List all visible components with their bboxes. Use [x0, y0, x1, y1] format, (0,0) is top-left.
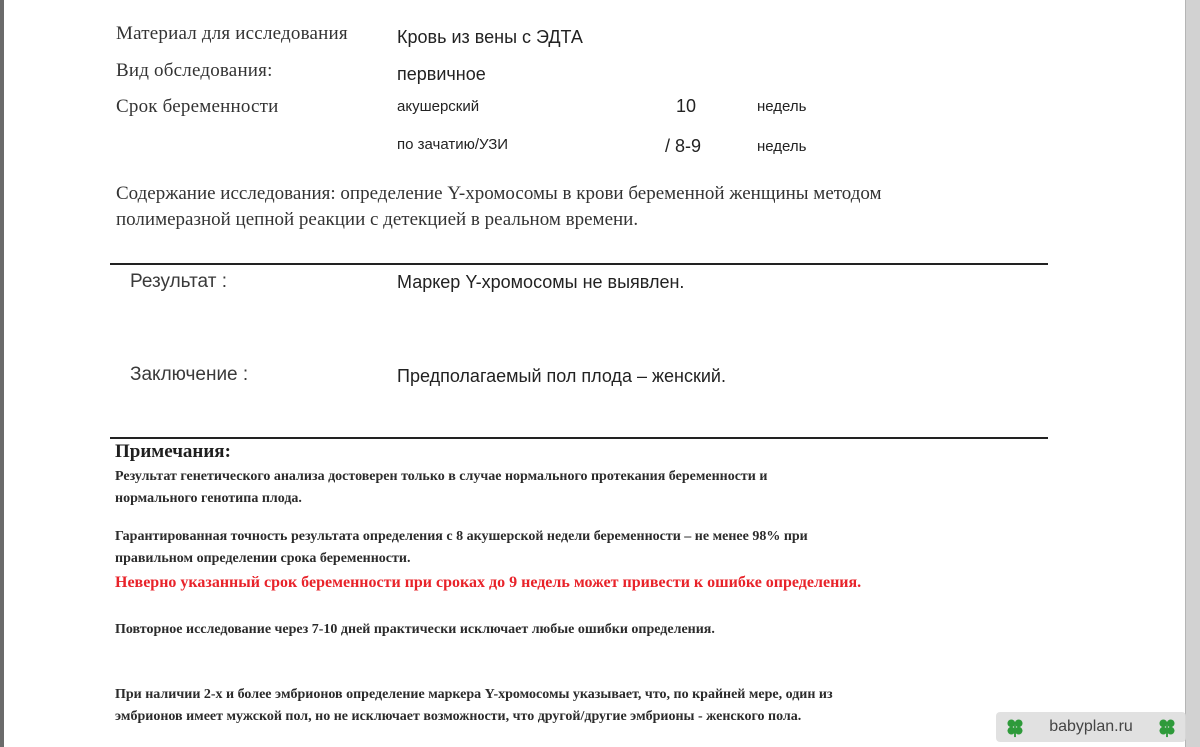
watermark-badge: [996, 712, 1186, 742]
conclusion-label: Заключение :: [130, 364, 249, 385]
clover-icon: [1156, 716, 1178, 738]
divider-top: [110, 263, 1048, 265]
notes-title: Примечания:: [115, 441, 231, 462]
conception-value: / 8-9: [665, 136, 702, 156]
conception-unit: недель: [757, 138, 807, 155]
note-genotype-line-1: Результат генетического анализа достоверен только в случае нормального протекания беременности и: [115, 469, 768, 484]
clover-icon: [1004, 716, 1026, 738]
term-label: Срок беременности: [116, 96, 279, 117]
right-scrollbar-edge: [1185, 0, 1200, 747]
note-multiple-embryos: [115, 684, 1055, 728]
note-accuracy-line-1: Гарантированная точность результата определения с 8 акушерской недели беременности – не менее 98% при: [115, 529, 808, 544]
note-genotype: [115, 466, 1055, 510]
obstetric-label: акушерский: [397, 98, 480, 115]
exam-type-label: Вид обследования:: [116, 60, 273, 81]
divider-bottom: [110, 437, 1048, 439]
result-value: Маркер Y-хромосомы не выявлен.: [397, 272, 685, 292]
note-accuracy-line-2: правильном определении срока беременности.: [115, 551, 411, 566]
conception-label: по зачатию/УЗИ: [397, 136, 509, 153]
exam-type-value: первичное: [397, 64, 486, 84]
note-repeat-test: Повторное исследование через 7-10 дней практически исключает любые ошибки определения.: [115, 622, 715, 637]
material-value: Кровь из вены с ЭДТА: [397, 27, 583, 47]
watermark-text: babyplan.ru: [1049, 718, 1133, 735]
note-warning-red: Неверно указанный срок беременности при сроках до 9 недель может привести к ошибке определения.: [115, 574, 862, 591]
note-embryos-line-1: При наличии 2-х и более эмбрионов определение маркера Y-хромосомы указывает, что, по крайней мере, один из: [115, 687, 833, 702]
result-label: Результат :: [130, 271, 227, 292]
content-line-1: Содержание исследования: определение Y-хромосомы в крови беременной женщины методом: [116, 183, 882, 204]
content-line-2: полимеразной цепной реакции с детекцией в реальном времени.: [116, 209, 639, 230]
obstetric-unit: недель: [757, 98, 807, 115]
material-label: Материал для исследования: [116, 23, 348, 44]
content-description: [116, 181, 1036, 233]
note-genotype-line-2: нормального генотипа плода.: [115, 491, 302, 506]
obstetric-value: 10: [676, 96, 697, 116]
note-accuracy: [115, 526, 1055, 570]
left-frame-edge: [0, 0, 4, 747]
conclusion-value: Предполагаемый пол плода – женский.: [397, 366, 726, 386]
note-embryos-line-2: эмбрионов имеет мужской пол, но не исключает возможности, что другой/другие эмбрионы - женского пола.: [115, 709, 802, 724]
